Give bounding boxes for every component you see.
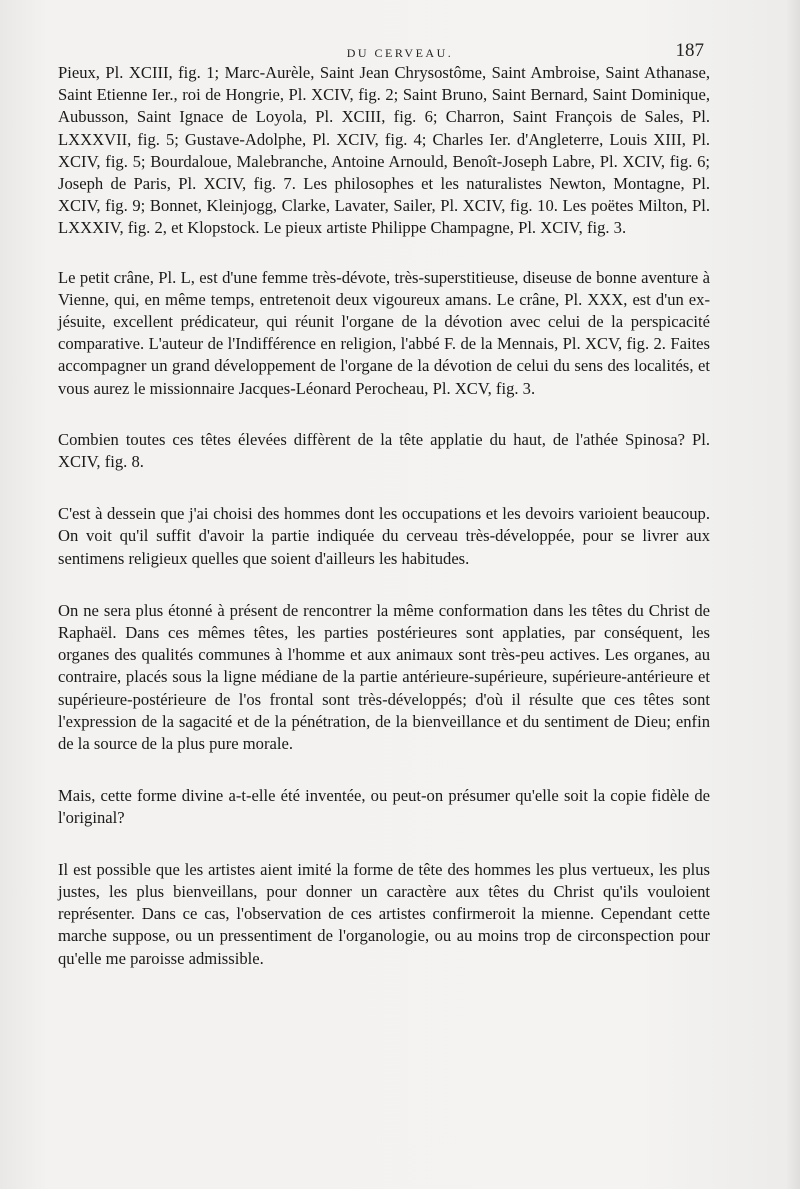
paragraph-petit-crane: Le petit crâne, Pl. L, est d'une femme très-dévote, très-superstitieuse, diseuse de bonne aventure à Vienne, qui, en même temps, entretenoit deux vigoureux amans. Le crâne, Pl. XXX, est d'un ex-jésuite, excellent prédicateur, qui réunit l'organe de la dévotion avec celui de la perspicacité comparative. L'auteur de l'Indifférence en religion, l'abbé F. de la Mennais, Pl. XCV, fig. 2. Faites accompagner un grand développement de l'organe de la dévotion de celui du sens des localités, et vous aurez le missionnaire Jacques-Léonard Perocheau, Pl. XCV, fig. 3.: [58, 267, 710, 398]
paragraph-christ-raphael: On ne sera plus étonné à présent de rencontrer la même conformation dans les têtes du Christ de Raphaël. Dans ces mêmes têtes, les parties postérieures sont applaties, par conséquent, les organes des qualités communes à l'homme et aux animaux sont très-peu actives. Les organes, au contraire, placés sous la ligne médiane de la partie antérieure-supérieure, supérieure-antérieure et supérieure-postérieure de l'os frontal sont très-développés; d'où il résulte que ces têtes sont l'expression de la sagacité et de la pénétration, de la bienveillance et du sentiment de Dieu; enfin de la source de la plus pure morale.: [58, 600, 710, 754]
paragraph-forme-divine: Mais, cette forme divine a-t-elle été inventée, ou peut-on présumer qu'elle soit la copie fidèle de l'original?: [58, 786, 710, 828]
page-number: 187: [675, 40, 704, 61]
paragraph-combien: Combien toutes ces têtes élevées diffèrent de la tête applatie du haut, de l'athée Spinosa? Pl. XCIV, fig. 8.: [58, 429, 710, 472]
page-gutter-shadow: [786, 0, 800, 1189]
paragraph-dessein: C'est à dessein que j'ai choisi des hommes dont les occupations et les devoirs varioient beaucoup. On voit qu'il suffit d'avoir la partie indiquée du cerveau très-développée, pour se livrer aux sentimens religieux quelles que soient d'ailleurs les habitudes.: [58, 504, 710, 568]
body-text: [58, 62, 710, 970]
running-head: DU CERVEAU.: [346, 46, 454, 60]
paragraph-continuation: Pieux, Pl. XCIII, fig. 1; Marc-Aurèle, Saint Jean Chrysostôme, Saint Ambroise, Saint Athanase, Saint Etienne Ier., roi de Hongrie, Pl. XCIV, fig. 2; Saint Bruno, Saint Bernard, Saint Dominique, Aubusson, Saint Ignace de Loyola, Pl. XCIII, fig. 6; Charron, Saint François de Sales, Pl. LXXXVII, fig. 5; Gustave-Adolphe, Pl. XCIV, fig. 4; Charles Ier. d'Angleterre, Louis XIII, Pl. XCIV, fig. 5; Bourdaloue, Malebranche, Antoine Arnould, Benoît-Joseph Labre, Pl. XCIV, fig. 6; Joseph de Paris, Pl. XCIV, fig. 7. Les philosophes et les naturalistes Newton, Montagne, Pl. XCIV, fig. 9; Bonnet, Kleinjogg, Clarke, Lavater, Sailer, Pl. XCIV, fig. 10. Les poëtes Milton, Pl. LXXXIV, fig. 2, et Klopstock. Le pieux artiste Philippe Champagne, Pl. XCIV, fig. 3.: [58, 63, 710, 238]
paragraph-artistes: Il est possible que les artistes aient imité la forme de tête des hommes les plus vertueux, les plus justes, les plus bienveillans, pour donner un caractère aux têtes du Christ qu'ils vouloient représenter. Dans ce cas, l'observation de ces artistes confirmeroit la mienne. Cependant cette marche suppose, ou un pressentiment de l'organologie, ou au moins trop de circonspection pour qu'elle me paroisse admissible.: [58, 859, 710, 968]
